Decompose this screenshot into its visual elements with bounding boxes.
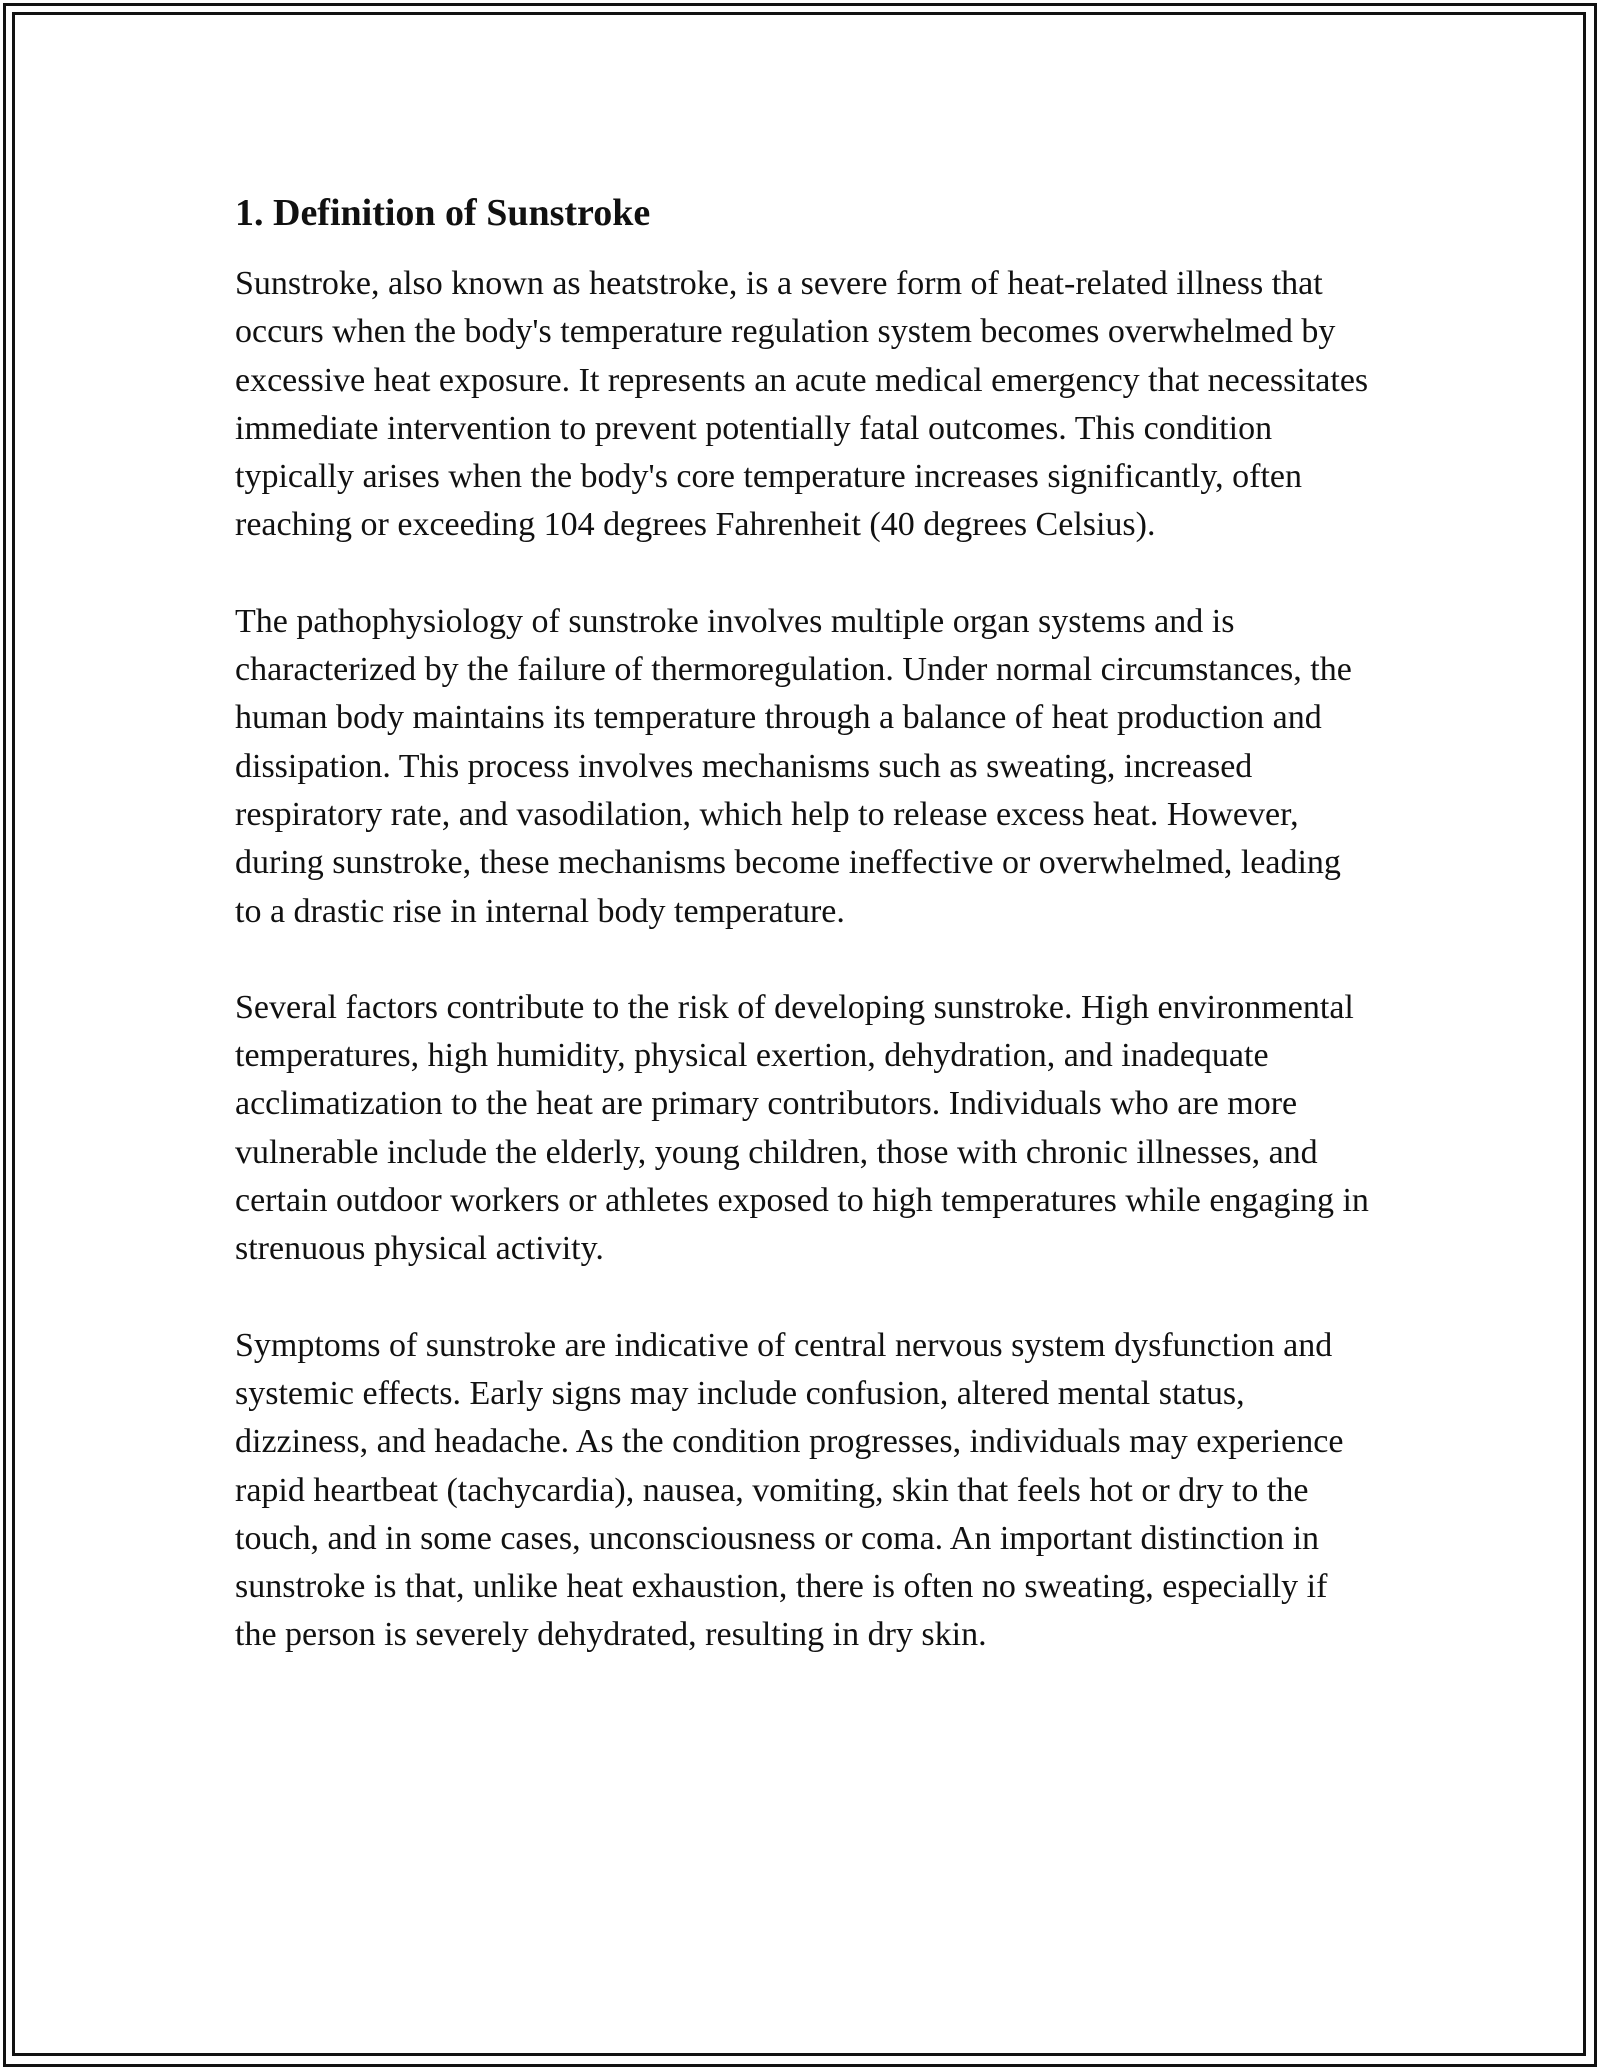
section-title: 1. Definition of Sunstroke (235, 192, 651, 234)
paragraph-risk-factors: Several factors contribute to the risk of developing sunstroke. High environmental temperatures, high humidity, physical exertion, dehydration, and inadequate acclimatization to the heat are primary contributors. Individuals who are more vulnerable include the elderly, young children, those with chronic illnesses, and certain outdoor workers or athletes exposed to high temperatures while engaging in strenuous physical activity. (235, 988, 1369, 1268)
paragraph-definition: Sunstroke, also known as heatstroke, is a severe form of heat-related illness that occurs when the body's temperature regulation system becomes overwhelmed by excessive heat exposure. It represents an acute medical emergency that necessitates immediate intervention to prevent potentially fatal outcomes. This condition typically arises when the body's core temperature increases significantly, often reaching or exceeding 104 degrees Fahrenheit (40 degrees Celsius). (235, 265, 1369, 544)
document-content (235, 186, 1375, 1708)
paragraph-symptoms: Symptoms of sunstroke are indicative of central nervous system dysfunction and systemic effects. Early signs may include confusion, altered mental status, dizziness, and headache. As the condition progresses, individuals may experience rapid heartbeat (tachycardia), nausea, vomiting, skin that feels hot or dry to the touch, and in some cases, unconsciousness or coma. An important distinction in sunstroke is that, unlike heat exhaustion, there is often no sweating, especially if the person is severely dehydrated, resulting in dry skin. (235, 1326, 1344, 1654)
paragraph-pathophysiology: The pathophysiology of sunstroke involves multiple organ systems and is characterized by the failure of thermoregulation. Under normal circumstances, the human body maintains its temperature through a balance of heat production and dissipation. This process involves mechanisms such as sweating, increased respiratory rate, and vasodilation, which help to release excess heat. However, during sunstroke, these mechanisms become ineffective or overwhelmed, leading to a drastic rise in internal body temperature. (235, 602, 1352, 930)
